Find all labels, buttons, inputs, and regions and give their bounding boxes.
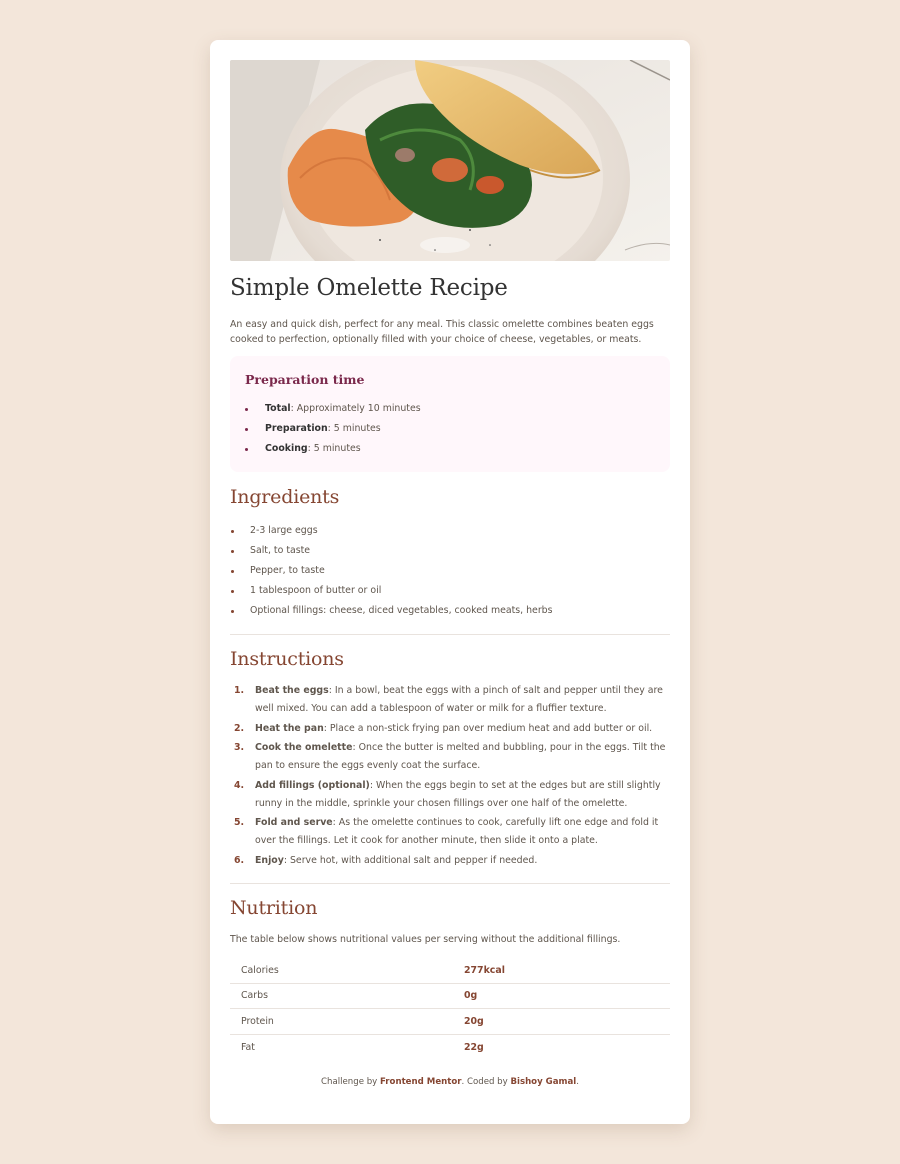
step-label: Heat the pan (255, 722, 324, 734)
step-label: Add fillings (optional) (255, 779, 370, 791)
step-text: : Once the butter is melted and bubbling, pour in the eggs. Tilt the pan to ensure the eggs evenly coat the surface. (255, 742, 666, 771)
nutrition-value: 0g (464, 983, 670, 1009)
step-text: : In a bowl, beat the eggs with a pinch of salt and pepper until they are well mixed. You can add a tablespoon of water or milk for a fluffier texture. (255, 685, 663, 714)
step-number: 5. (234, 817, 245, 828)
nutrition-value: 22g (464, 1041, 484, 1053)
prep-value: : 5 minutes (327, 423, 381, 434)
ingredients-list (230, 521, 670, 621)
list-item: 1 tablespoon of butter or oil (230, 581, 670, 601)
step-text: : As the omelette continues to cook, carefully lift one edge and fold it over the fillings. Let it cook for another minute, then slide it onto a plate. (255, 817, 659, 846)
table-row (230, 1009, 670, 1035)
step-number: 3. (234, 742, 245, 753)
nutrition-value: 20g (464, 1009, 670, 1035)
step-number: 4. (234, 779, 245, 791)
footer-prefix: Challenge by (321, 1076, 380, 1087)
step-label: Enjoy (255, 854, 284, 866)
table-row (230, 958, 670, 984)
step-number: 6. (234, 854, 245, 866)
ingredients-title: Ingredients (230, 486, 340, 508)
frontend-mentor-link[interactable]: Frontend Mentor (379, 1076, 462, 1087)
nutrition-title: Nutrition (230, 896, 318, 919)
list-item (230, 777, 670, 813)
nutrition-label: Carbs (230, 983, 464, 1009)
step-label: Beat the eggs (255, 685, 329, 696)
list-item (245, 439, 655, 459)
nutrition-label: Protein (230, 1009, 464, 1035)
list-item (245, 419, 655, 439)
author-link[interactable]: Bishoy Gamal (510, 1076, 577, 1087)
preparation-list (245, 399, 655, 459)
list-item: Salt, to taste (230, 541, 670, 561)
step-number: 1. (234, 685, 245, 696)
list-item (230, 852, 670, 870)
list-item (230, 814, 670, 850)
step-label: Fold and serve (255, 817, 333, 828)
nutrition-description: The table below shows nutritional values per serving without the additional fillings. (230, 933, 621, 945)
step-text: : Serve hot, with additional salt and pepper if needed. (283, 854, 538, 866)
list-item (230, 739, 670, 775)
instructions-title: Instructions (230, 648, 344, 670)
list-item: Pepper, to taste (230, 561, 670, 581)
list-item: 2-3 large eggs (230, 521, 670, 541)
nutrition-value: 277kcal (464, 958, 670, 984)
table-row (230, 983, 670, 1009)
page-title: Simple Omelette Recipe (230, 275, 508, 301)
omelette-image (230, 60, 670, 261)
step-label: Cook the omelette (255, 742, 353, 753)
recipe-card (210, 40, 690, 1124)
list-item (230, 720, 670, 738)
list-item: Optional fillings: cheese, diced vegetables, cooked meats, herbs (230, 601, 670, 621)
prep-label: Preparation (265, 423, 328, 434)
step-text: : Place a non-stick frying pan over medium heat and add butter or oil. (323, 722, 653, 734)
prep-label: Total (265, 403, 291, 414)
prep-label: Cooking (265, 443, 308, 454)
divider (230, 883, 670, 884)
prep-value: : 5 minutes (307, 443, 361, 454)
table-row (230, 1034, 670, 1060)
recipe-intro: An easy and quick dish, perfect for any meal. This classic omelette combines beaten eggs cooked to perfection, optionally filled with your choice of cheese, vegetables, or meats. (230, 319, 654, 345)
footer-suffix: . (576, 1076, 579, 1087)
preparation-title: Preparation time (245, 372, 365, 387)
attribution-footer (230, 1077, 670, 1087)
list-item (245, 399, 655, 419)
prep-value: : Approximately 10 minutes (290, 403, 421, 414)
instructions-list (230, 682, 670, 870)
nutrition-table (230, 958, 670, 1060)
step-number: 2. (234, 722, 245, 734)
preparation-time-box (230, 356, 670, 472)
nutrition-label: Calories (230, 958, 464, 984)
divider (230, 634, 670, 635)
list-item (230, 682, 670, 718)
nutrition-label: Fat (241, 1041, 255, 1053)
footer-middle: . Coded by (461, 1076, 511, 1087)
step-text: : When the eggs begin to set at the edges but are still slightly runny in the middle, sprinkle your chosen fillings over one half of the omelette. (255, 779, 661, 809)
